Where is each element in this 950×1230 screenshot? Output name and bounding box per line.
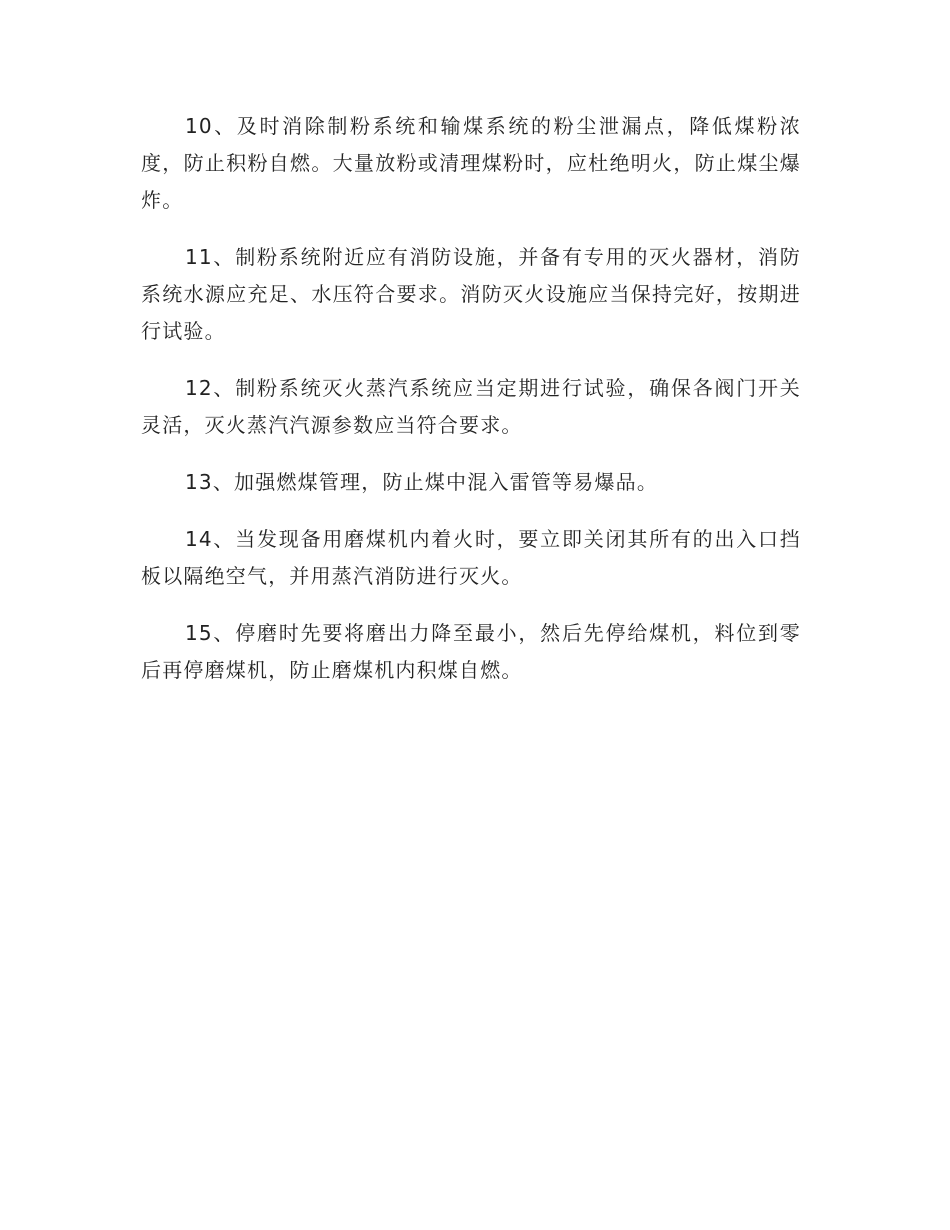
paragraph-item-12: 12、制粉系统灭火蒸汽系统应当定期进行试验，确保各阀门开关灵活，灭火蒸汽汽源参数应当符合要求。 <box>141 376 801 437</box>
paragraph-item-14: 14、当发现备用磨煤机内着火时，要立即关闭其所有的出入口挡板以隔绝空气，并用蒸汽消防进行灭火。 <box>141 527 801 588</box>
paragraph-item-15: 15、停磨时先要将磨出力降至最小，然后先停给煤机，料位到零后再停磨煤机，防止磨煤机内积煤自燃。 <box>141 621 801 682</box>
document-body <box>141 108 801 709</box>
paragraph-item-11: 11、制粉系统附近应有消防设施，并备有专用的灭火器材，消防系统水源应充足、水压符合要求。消防灭火设施应当保持完好，按期进行试验。 <box>141 245 801 343</box>
paragraph-item-13: 13、加强燃煤管理，防止煤中混入雷管等易爆品。 <box>185 470 659 494</box>
paragraph-item-10: 10、及时消除制粉系统和输煤系统的粉尘泄漏点，降低煤粉浓度，防止积粉自燃。大量放粉或清理煤粉时，应杜绝明火，防止煤尘爆炸。 <box>141 114 801 212</box>
